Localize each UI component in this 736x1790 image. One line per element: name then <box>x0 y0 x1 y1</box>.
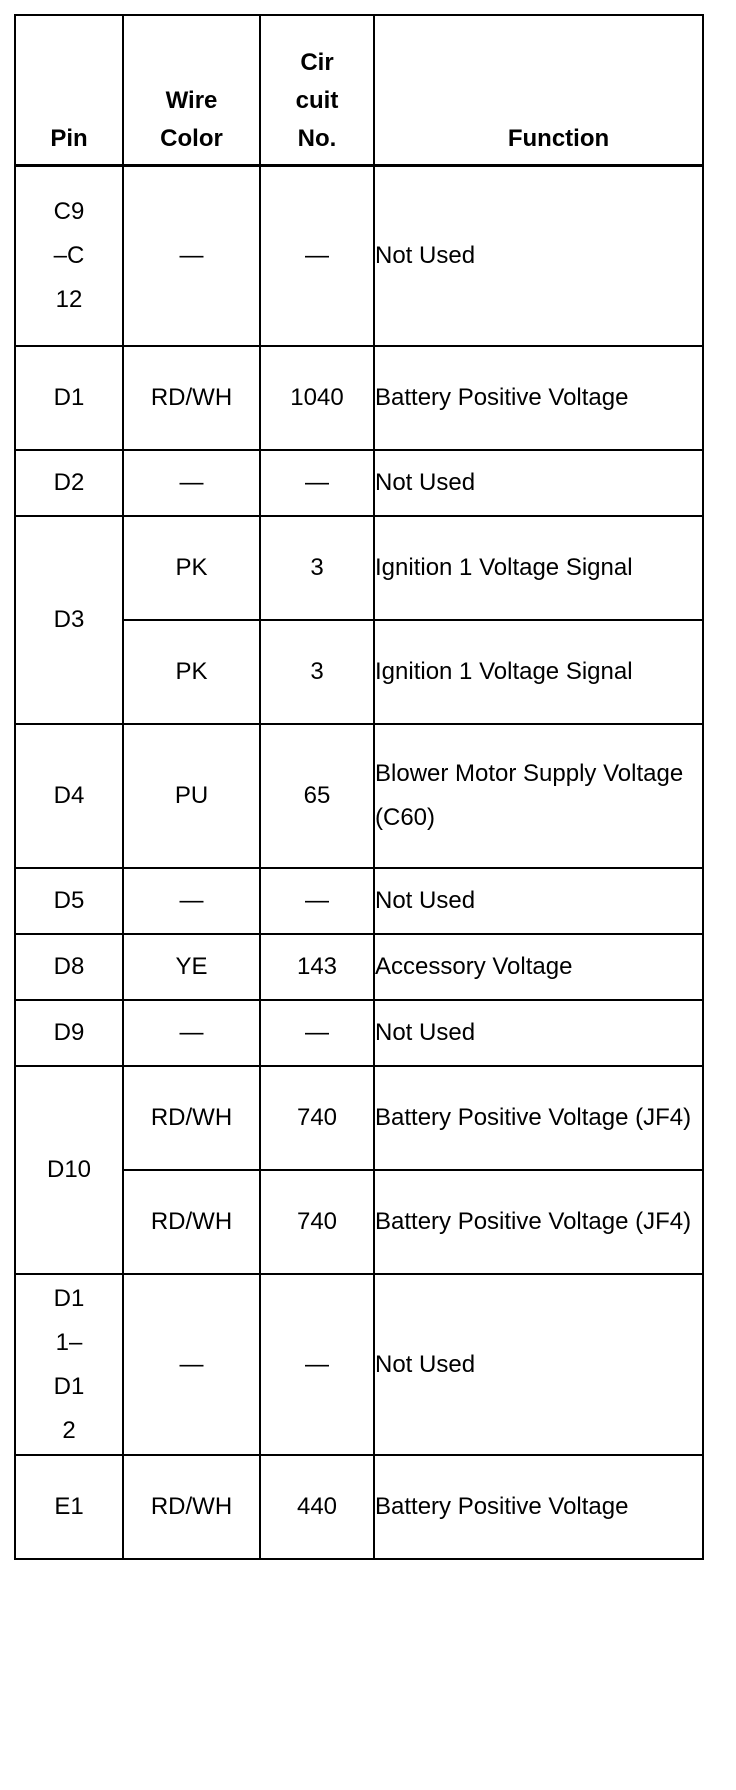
wire-color-cell: PU <box>123 724 260 868</box>
function-cell: Accessory Voltage <box>374 934 703 1000</box>
wire-color-cell: — <box>123 1274 260 1455</box>
header-circuit-no: Cir cuit No. <box>260 15 374 165</box>
pin-cell: D3 <box>15 516 123 724</box>
circuit-cell: 3 <box>260 620 374 724</box>
table-row <box>15 450 703 516</box>
table-row <box>15 724 703 868</box>
function-cell: Ignition 1 Voltage Signal <box>374 516 703 620</box>
pin-cell: D1 <box>15 346 123 450</box>
wire-color-cell: — <box>123 1000 260 1066</box>
function-cell: Ignition 1 Voltage Signal <box>374 620 703 724</box>
header-pin: Pin <box>15 15 123 165</box>
pinout-table <box>14 14 704 1560</box>
function-cell: Blower Motor Supply Voltage (C60) <box>374 724 703 868</box>
table-row <box>15 346 703 450</box>
circuit-cell: — <box>260 450 374 516</box>
circuit-cell: 740 <box>260 1066 374 1170</box>
pin-cell: D5 <box>15 868 123 934</box>
table-row <box>15 516 703 620</box>
table-row <box>15 1066 703 1170</box>
function-cell: Not Used <box>374 165 703 346</box>
wire-color-cell: RD/WH <box>123 1455 260 1559</box>
wire-color-cell: RD/WH <box>123 1066 260 1170</box>
wire-color-cell: RD/WH <box>123 1170 260 1274</box>
table-row <box>15 868 703 934</box>
table-row <box>15 1274 703 1455</box>
pin-cell: D11–D12 <box>15 1274 123 1455</box>
function-cell: Not Used <box>374 868 703 934</box>
circuit-cell: — <box>260 165 374 346</box>
function-cell: Battery Positive Voltage (JF4) <box>374 1066 703 1170</box>
function-cell: Not Used <box>374 1000 703 1066</box>
pin-cell: C9–C12 <box>15 165 123 346</box>
circuit-cell: — <box>260 868 374 934</box>
circuit-cell: 3 <box>260 516 374 620</box>
pin-cell: D2 <box>15 450 123 516</box>
circuit-cell: 143 <box>260 934 374 1000</box>
pin-cell: E1 <box>15 1455 123 1559</box>
function-cell: Not Used <box>374 1274 703 1455</box>
circuit-cell: — <box>260 1274 374 1455</box>
circuit-cell: 740 <box>260 1170 374 1274</box>
wire-color-cell: — <box>123 868 260 934</box>
pin-cell: D10 <box>15 1066 123 1274</box>
wire-color-cell: RD/WH <box>123 346 260 450</box>
table-row <box>15 1455 703 1559</box>
header-function: Function <box>374 15 703 165</box>
wire-color-cell: YE <box>123 934 260 1000</box>
circuit-cell: 440 <box>260 1455 374 1559</box>
wire-color-cell: PK <box>123 516 260 620</box>
table-row <box>15 165 703 346</box>
table-row <box>15 1000 703 1066</box>
function-cell: Not Used <box>374 450 703 516</box>
circuit-cell: 1040 <box>260 346 374 450</box>
pin-cell: D9 <box>15 1000 123 1066</box>
pin-cell: D8 <box>15 934 123 1000</box>
function-cell: Battery Positive Voltage <box>374 346 703 450</box>
function-cell: Battery Positive Voltage <box>374 1455 703 1559</box>
pin-cell: D4 <box>15 724 123 868</box>
circuit-cell: 65 <box>260 724 374 868</box>
header-row <box>15 15 703 165</box>
circuit-cell: — <box>260 1000 374 1066</box>
wire-color-cell: — <box>123 165 260 346</box>
wire-color-cell: — <box>123 450 260 516</box>
function-cell: Battery Positive Voltage (JF4) <box>374 1170 703 1274</box>
table-row <box>15 934 703 1000</box>
wire-color-cell: PK <box>123 620 260 724</box>
header-wire-color: Wire Color <box>123 15 260 165</box>
